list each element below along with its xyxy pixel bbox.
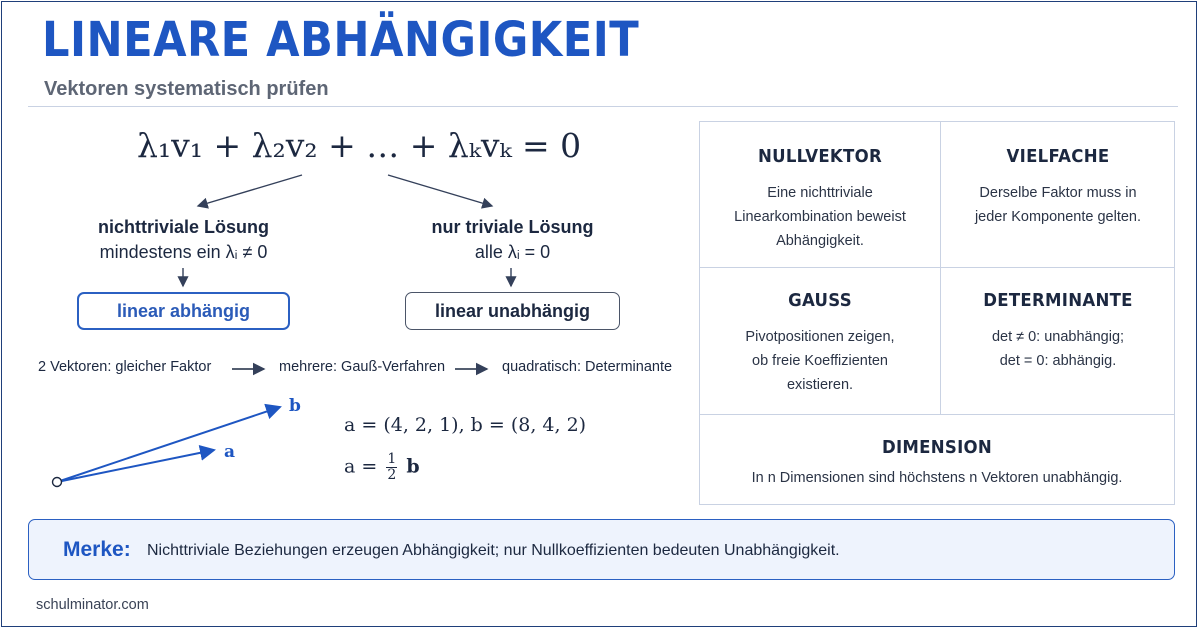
nontrivial-title: nichttriviale Lösung (97, 217, 270, 237)
fraction-denominator: 2 (387, 467, 397, 483)
flow-step-determinant: quadratisch: Determinante (502, 359, 673, 375)
card-text (700, 181, 940, 253)
trivial-condition: alle λᵢ = 0 (474, 242, 551, 262)
criteria-grid (699, 121, 1175, 505)
merke-text: Nichttriviale Beziehungen erzeugen Abhängigkeit; nur Nullkoeffizienten bedeuten Unabhängigkeit. (147, 542, 840, 559)
vector-a-label: a (224, 442, 236, 462)
card-line: Abhängigkeit. (776, 233, 864, 249)
card-line: Pivotpositionen zeigen, (745, 329, 895, 345)
flow-step-gauss: mehrere: Gauß-Verfahren (279, 359, 446, 375)
card-line: Linearkombination beweist (734, 209, 906, 225)
card-title: DIMENSION (881, 437, 993, 458)
card-gauss (700, 290, 940, 397)
card-line: In n Dimensionen sind höchstens n Vektoren unabhängig. (751, 470, 1123, 486)
card-line: det = 0: abhängig. (999, 353, 1117, 369)
merke-box (28, 519, 1175, 580)
vector-b-line (57, 407, 280, 482)
linear-combination-equation: λ₁v₁ + λ₂v₂ + … + λₖvₖ = 0 (137, 126, 582, 165)
nontrivial-condition: mindestens ein λᵢ ≠ 0 (99, 242, 268, 262)
grid-divider-horizontal-2 (700, 414, 1174, 415)
vector-b-label: b (289, 396, 301, 416)
card-title: DETERMINANTE (983, 290, 1133, 311)
card-title: VIELFACHE (1006, 146, 1110, 167)
card-determinante (941, 290, 1175, 373)
card-line: Derselbe Faktor muss in (979, 185, 1137, 201)
card-nullvektor (700, 146, 940, 253)
card-text (700, 466, 1174, 490)
card-text (941, 325, 1175, 373)
relation-rhs: b (406, 455, 420, 478)
flow-step-two-vectors: 2 Vektoren: gleicher Faktor (38, 359, 212, 375)
footer-source: schulminator.com (36, 597, 149, 613)
page-title: LINEARE ABHÄNGIGKEIT (42, 12, 640, 68)
card-vielfache (941, 146, 1175, 229)
card-title: NULLVEKTOR (758, 146, 882, 167)
fraction-one-half (386, 452, 397, 483)
card-line: existieren. (786, 377, 854, 393)
relation-lhs: a = (344, 455, 378, 478)
vector-origin (53, 478, 62, 487)
result-linear-independent: linear unabhängig (405, 292, 620, 330)
card-dimension (700, 437, 1174, 490)
card-line: jeder Komponente gelten. (974, 209, 1142, 225)
result-linear-dependent: linear abhängig (77, 292, 290, 330)
trivial-title: nur triviale Lösung (431, 217, 594, 237)
card-title: GAUSS (788, 290, 852, 311)
grid-divider-horizontal-1 (700, 267, 1174, 268)
fraction-numerator: 1 (387, 451, 397, 467)
example-relation (344, 452, 420, 483)
card-line: ob freie Koeffizienten (752, 353, 888, 369)
card-line: det ≠ 0: unabhängig; (991, 329, 1125, 345)
page-subtitle: Vektoren systematisch prüfen (44, 78, 329, 100)
example-vectors: a = (4, 2, 1), b = (8, 4, 2) (344, 414, 587, 436)
card-line: Eine nichttriviale (767, 185, 873, 201)
arrow-to-trivial (388, 175, 492, 206)
page-frame (1, 1, 1197, 627)
card-text (941, 181, 1175, 229)
arrow-to-nontrivial (198, 175, 302, 206)
card-text (700, 325, 940, 397)
merke-label: Merke: (63, 538, 131, 561)
